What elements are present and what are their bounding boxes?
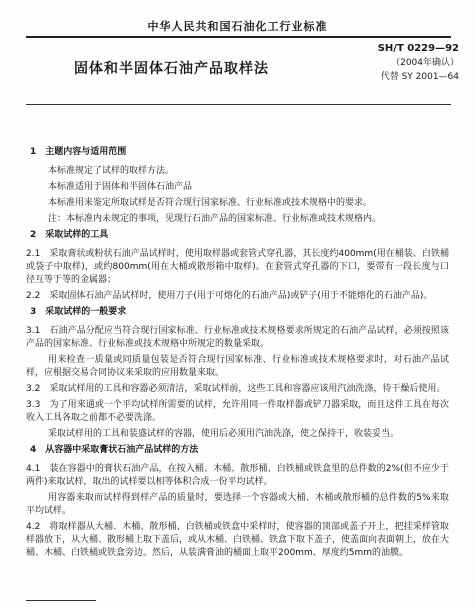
paragraph: 3.1 石油产品分配应当符合现行国家标准、行业标准或技术规格要求所规定的石油产品试样，必须按照该产品的国家标准、行业标准或技术规格中所规定的数量采取。	[26, 326, 449, 349]
title-rule	[26, 104, 451, 105]
paragraph: 用容器来取而试样得到样产品的质量时，要选择一个容器或大桶、木桶或散形桶的总件数的5%来取平均试样。	[26, 493, 449, 516]
paragraph: 用来检查一质量或同质量包装是否符合现行国家标准、行业标准或技术规格要求时，对石油产品试样，应根据交易合同协议来采取的应用数量来取。	[26, 355, 449, 378]
section-heading: 2 采取试样的工具	[30, 230, 109, 240]
paragraph: 4.1 装在容器中的膏状石油产品，在按入桶、木桶、散形桶、白铁桶或铁盒里的总件数的2%(但不应少于两件)来取试样，取出的试样要以相等体积合成一份平均试样。	[26, 464, 449, 487]
paragraph: 3.2 采取试样用的工具和容器必须清洁，采取试样前，这些工具和容器应该用汽油洗涤，待干燥后使用。	[26, 384, 446, 394]
section-1	[26, 146, 449, 226]
paragraph: 2.1 采取膏状或粉状石油产品试样时，使用取样器或套管式穿孔器，其长度约400mm(用在桶装、白铁桶或袋子中取样)，或约800mm(用在大桶或散形箱中取样)。在套管式穿孔器的下口，要带有一段长度与口径互等于等的金属器；	[26, 249, 449, 285]
paragraph: 2.2 采取固体石油产品试样时，使用刀子(用于可熔化的石油产品)或铲子(用于不能熔化的石油产品)。	[26, 291, 433, 301]
paragraph: 本标准用来鉴定所取试样是否符合现行国家标准、行业标准或技术规格中的要求。	[48, 198, 373, 208]
standard-info	[378, 42, 459, 84]
confirmation-note: （2004年确认）	[391, 58, 459, 68]
document-title: 固体和半固体石油产品取样法	[74, 61, 269, 77]
section-heading: 4 从容器中采取膏状石油产品试样的方法	[30, 445, 199, 455]
section-3	[26, 306, 449, 441]
standard-number: SH/T 0229—92	[377, 43, 459, 54]
paragraph: 本标准适用于固体和半固体石油产品	[48, 182, 193, 192]
paragraph: 4.2 将取样器从大桶、木桶、散形桶、白铁桶或铁盒中采样时，使容器的顶部或盖子开上，把挂采样管取样器放下，从大桶、散形桶上取下盖后，或从木桶、白铁桶、铁盒下取下盖子，使盖面向表面朝上，放在大桶、木桶、白铁桶或铁盒旁边。然后，从装满膏油的桶面上取平200mm、厚度约5mm的油膜。	[26, 522, 450, 558]
paragraph: 采取试样用的工具和装盛试样的容器，使用后必须用汽油洗涤，使之保持干，收装妥当。	[48, 429, 400, 439]
document-body	[26, 146, 449, 563]
section-heading: 3 采取试样的一般要求	[30, 307, 127, 317]
section-2	[26, 229, 449, 303]
replaces-note: 代替 SY 2001—64	[380, 72, 459, 82]
paragraph: 3.3 为了用来通或一个平均试样所需要的试样，允许用同一件取样器或铲刀器采取，而且这件工具在每次收入工具各取之前都不必要洗涤。	[26, 400, 449, 423]
standard-category-header: 中华人民共和国石油化工行业标准	[147, 20, 328, 33]
paragraph: 本标准规定了试样的取样方法。	[48, 166, 175, 176]
note: 注：本标准内未规定的事项，见现行石油产品的国家标准、行业标准或技术规格内。	[48, 214, 382, 224]
footer-rule	[26, 600, 96, 601]
section-4	[26, 444, 449, 560]
section-heading: 1 主题内容与适用范围	[30, 147, 127, 157]
header-rule	[26, 36, 451, 38]
